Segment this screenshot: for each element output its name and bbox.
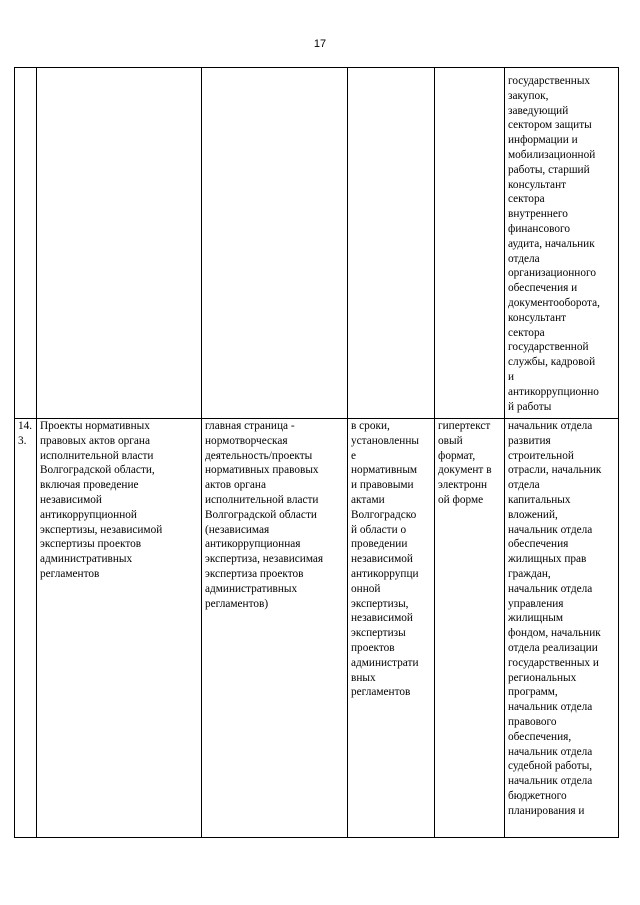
cell-number: [15, 68, 37, 419]
table-row: [15, 68, 619, 419]
cell-name: Проекты нормативных правовых актов органа исполнительной власти Волгоградской области, включая проведение независимой антикоррупционной экспертизы, независимой экспертизы проектов административных регламентов: [37, 419, 202, 838]
cell-period: [348, 68, 435, 419]
cell-number: 14. 3.: [15, 419, 37, 838]
cell-location: [202, 68, 348, 419]
cell-responsible: государственных закупок, заведующий сектором защиты информации и мобилизационной работы, старший консультант сектора внутреннего финансового аудита, начальник отдела организационного обеспечения и документооборота, консультант сектора государственной службы, кадровой и антикоррупционно й работы: [505, 68, 619, 419]
cell-period: в сроки, установленны е нормативным и правовыми актами Волгоградско й области о проведении независимой антикоррупци онной экспертизы, независимой экспертизы проектов администрати вных регламентов: [348, 419, 435, 838]
page-number: 17: [313, 38, 327, 50]
document-table: [14, 67, 619, 838]
cell-format: гипертекст овый формат, документ в электронн ой форме: [435, 419, 505, 838]
cell-responsible: начальник отдела развития строительной отрасли, начальник отдела капитальных вложений, начальник отдела обеспечения жилищных прав граждан, начальник отдела управления жилищным фондом, начальник отдела реализации государственных и региональных программ, начальник отдела правового обеспечения, начальник отдела судебной работы, начальник отдела бюджетного планирования и: [505, 419, 619, 838]
cell-format: [435, 68, 505, 419]
table-row: [15, 419, 619, 838]
cell-name: [37, 68, 202, 419]
cell-location: главная страница - нормотворческая деятельность/проекты нормативных правовых актов органа исполнительной власти Волгоградской области (независимая антикоррупционная экспертиза, независимая экспертиза проектов административных регламентов): [202, 419, 348, 838]
